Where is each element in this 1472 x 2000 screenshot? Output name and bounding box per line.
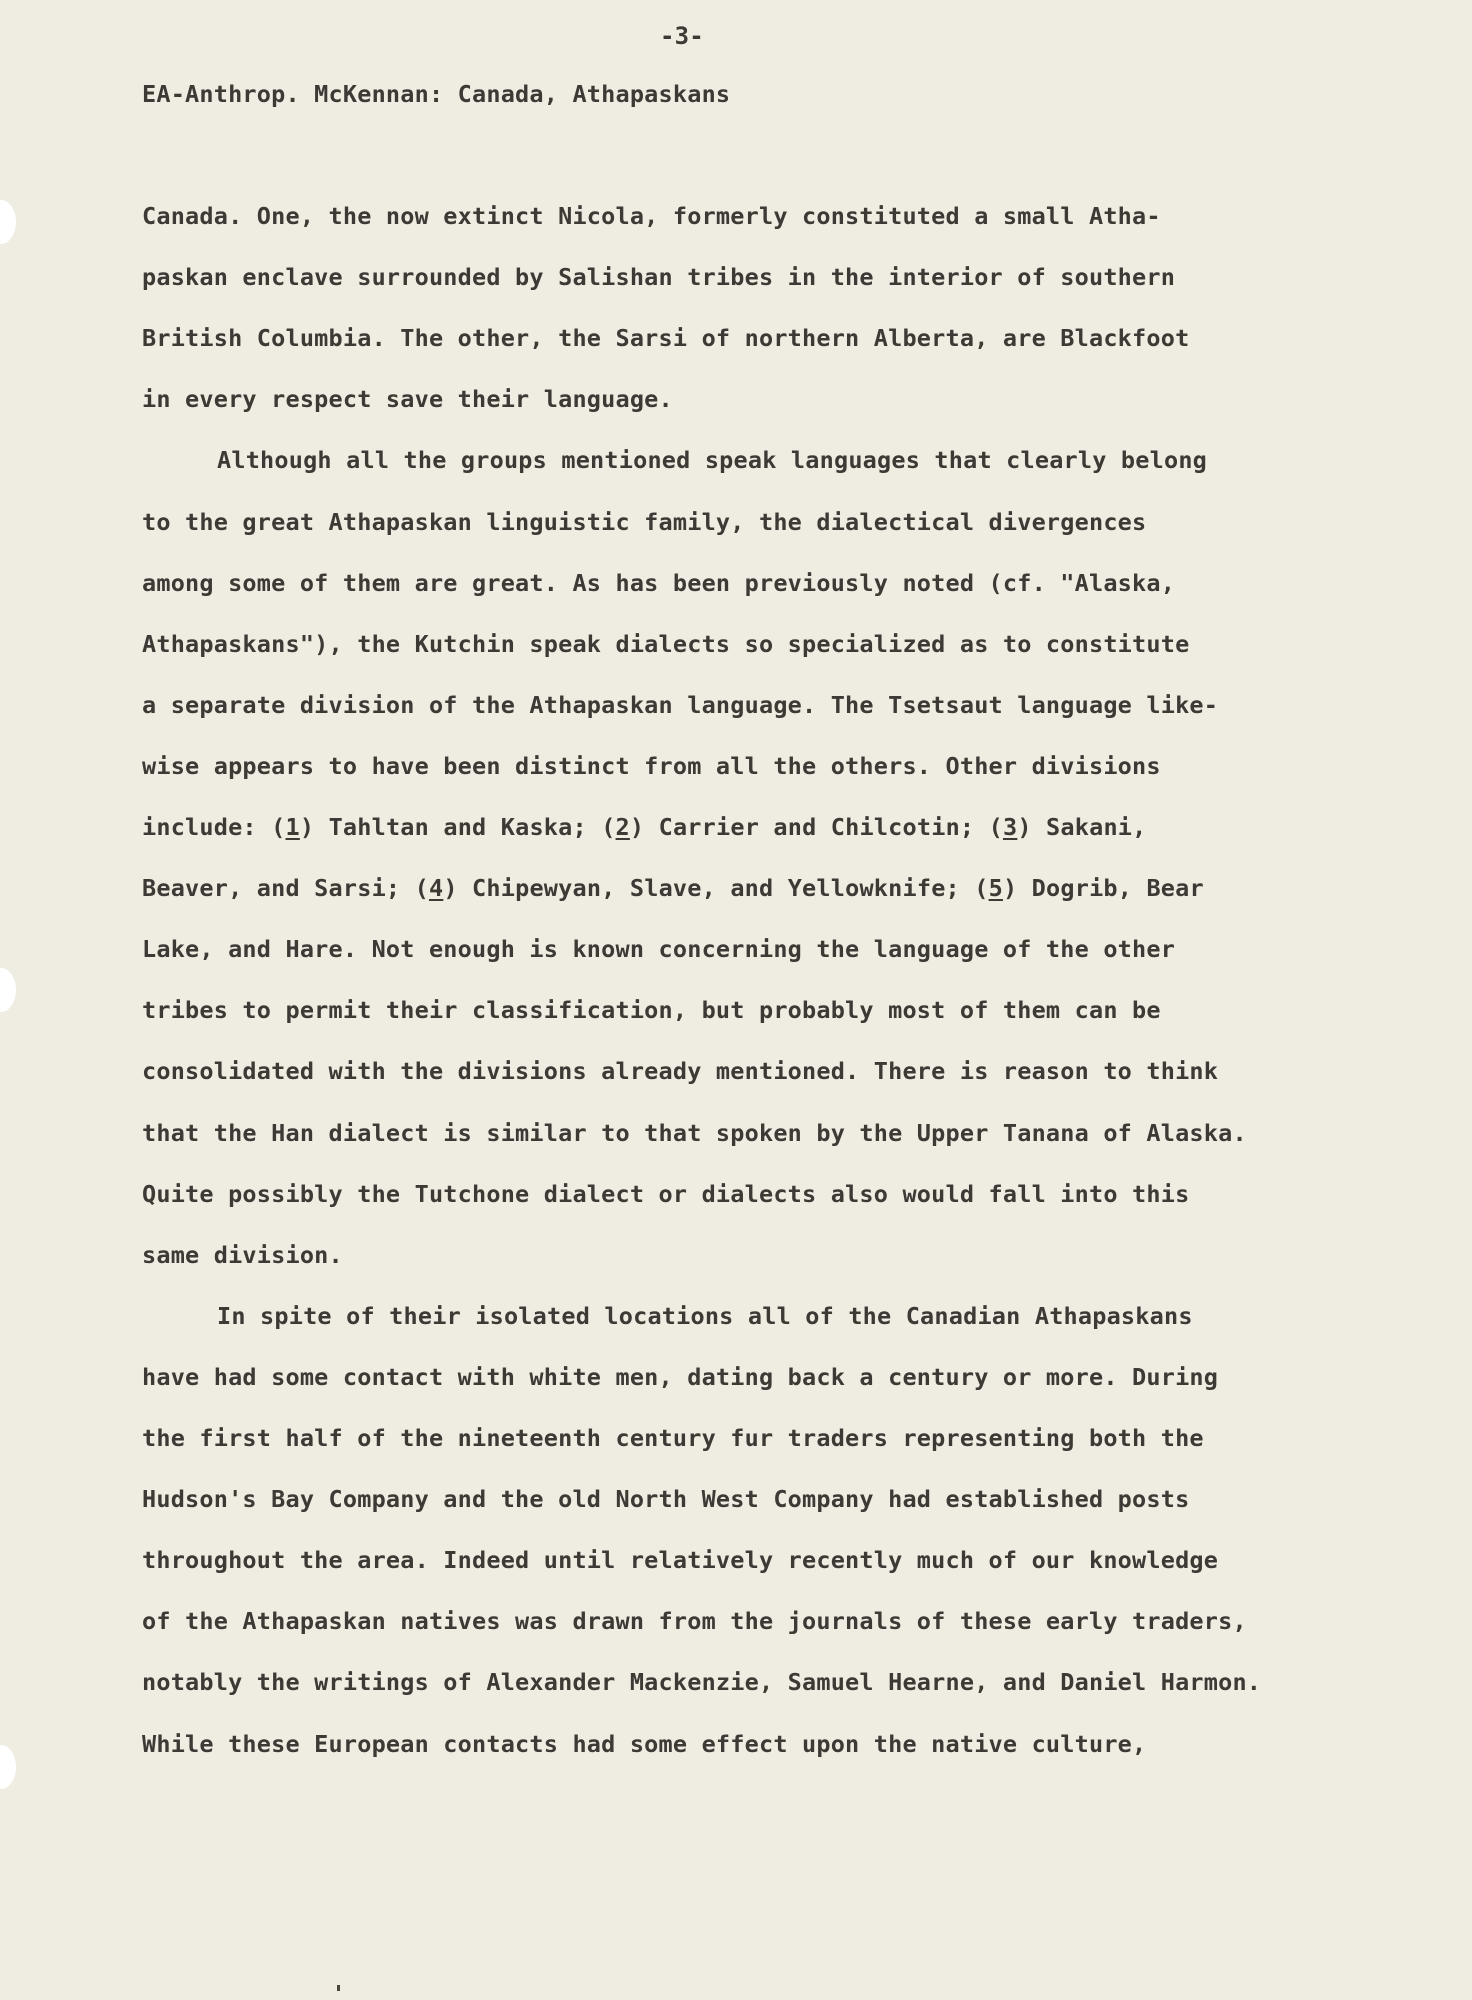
- text-line: consolidated with the divisions already mentioned. There is reason to think: [142, 1057, 1219, 1085]
- text-line: Lake, and Hare. Not enough is known concerning the language of the other: [142, 935, 1176, 963]
- text-line: British Columbia. The other, the Sarsi of northern Alberta, are Blackfoot: [142, 324, 1190, 352]
- running-header: EA-Anthrop. McKennan: Canada, Athapaskans: [142, 80, 731, 108]
- text-line: Canada. One, the now extinct Nicola, formerly constituted a small Atha-: [142, 202, 1161, 230]
- text-line: Hudson's Bay Company and the old North West Company had established posts: [142, 1485, 1190, 1513]
- text-line: include: (1) Tahltan and Kaska; (2) Carrier and Chilcotin; (3) Sakani,: [142, 813, 1147, 841]
- text-line: Athapaskans"), the Kutchin speak dialects so specialized as to constitute: [142, 630, 1190, 658]
- punch-hole: [0, 1745, 16, 1789]
- list-number: 1: [285, 813, 300, 841]
- text-line: wise appears to have been distinct from all the others. Other divisions: [142, 752, 1161, 780]
- text-line: tribes to permit their classification, but probably most of them can be: [142, 996, 1161, 1024]
- text-line: to the great Athapaskan linguistic family, the dialectical divergences: [142, 508, 1147, 536]
- text-line: the first half of the nineteenth century fur traders representing both the: [142, 1424, 1204, 1452]
- text-line: in every respect save their language.: [142, 385, 673, 413]
- text-line: among some of them are great. As has been previously noted (cf. "Alaska,: [142, 569, 1176, 597]
- text-line: throughout the area. Indeed until relatively recently much of our knowledge: [142, 1546, 1219, 1574]
- text-line: a separate division of the Athapaskan language. The Tsetsaut language like-: [142, 691, 1219, 719]
- text-line: In spite of their isolated locations all of the Canadian Athapaskans: [217, 1302, 1193, 1330]
- text-line: Beaver, and Sarsi; (4) Chipewyan, Slave, and Yellowknife; (5) Dogrib, Bear: [142, 874, 1204, 902]
- page-number: -3-: [660, 22, 704, 50]
- text-line: have had some contact with white men, dating back a century or more. During: [142, 1363, 1219, 1391]
- text-line: same division.: [142, 1241, 343, 1269]
- text-line: notably the writings of Alexander Mackenzie, Samuel Hearne, and Daniel Harmon.: [142, 1668, 1262, 1696]
- text-line: of the Athapaskan natives was drawn from the journals of these early traders,: [142, 1607, 1247, 1635]
- text-line: Although all the groups mentioned speak languages that clearly belong: [217, 446, 1208, 474]
- punch-hole: [0, 200, 16, 244]
- list-number: 3: [1002, 813, 1018, 841]
- list-number: 2: [615, 813, 630, 841]
- text-line: Quite possibly the Tutchone dialect or dialects also would fall into this: [142, 1180, 1190, 1208]
- list-number: 4: [428, 874, 444, 902]
- text-line: While these European contacts had some effect upon the native culture,: [142, 1730, 1147, 1758]
- punch-hole: [0, 968, 16, 1012]
- text-line: paskan enclave surrounded by Salishan tribes in the interior of southern: [142, 263, 1176, 291]
- text-line: that the Han dialect is similar to that spoken by the Upper Tanana of Alaska.: [142, 1119, 1247, 1147]
- list-number: 5: [988, 874, 1003, 902]
- stray-mark: [337, 1985, 340, 1991]
